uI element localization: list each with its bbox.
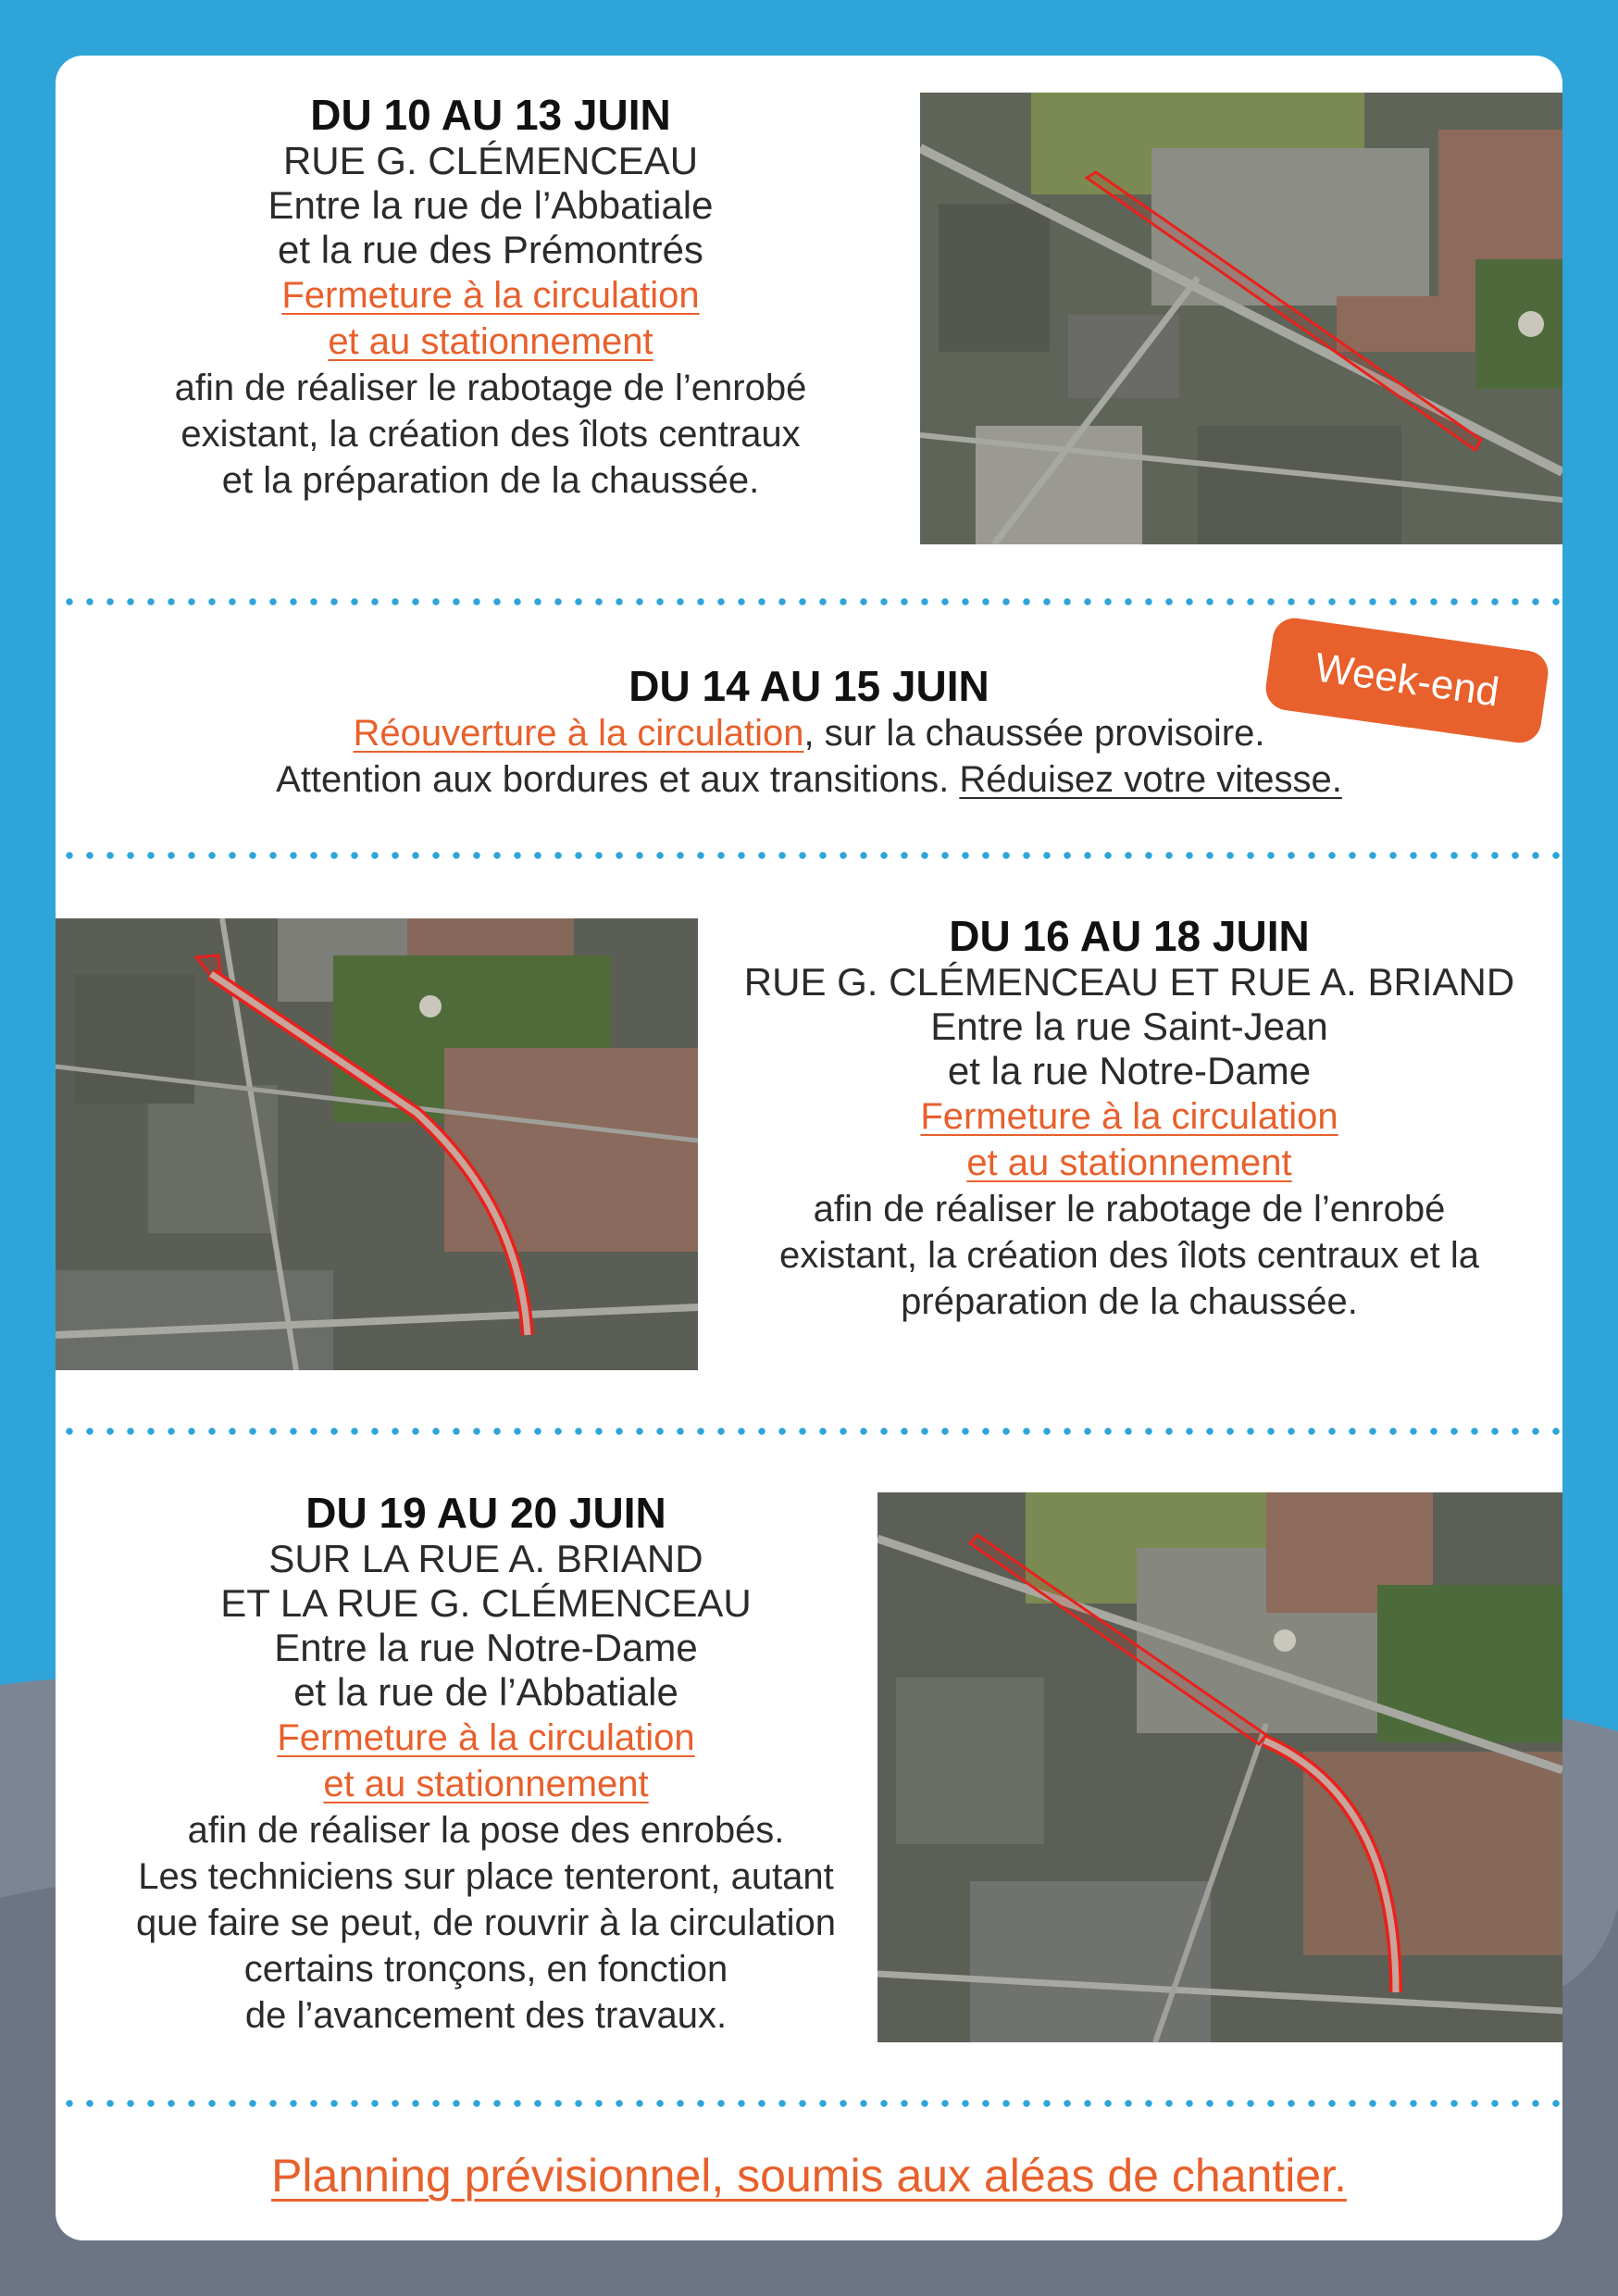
section-2-line-2 — [148, 756, 1470, 803]
content-card — [56, 56, 1562, 2240]
section-1-between-1: Entre la rue de l’Abbatiale — [268, 183, 714, 227]
footer-note: Planning prévisionnel, soumis aux aléas de chantier. — [271, 2150, 1347, 2202]
section-4-desc-1: afin de réaliser la pose des enrobés. — [187, 1810, 785, 1851]
section-4-desc-2: Les techniciens sur place tenteront, autant — [138, 1856, 834, 1897]
section-4-closure-2: et au stationnement — [323, 1764, 649, 1804]
section-3-between-1: Entre la rue Saint-Jean — [930, 1004, 1328, 1048]
section-3-desc-2: existant, la création des îlots centraux et la — [779, 1235, 1479, 1276]
section-3-title: DU 16 AU 18 JUIN — [949, 912, 1310, 960]
section-2-title: DU 14 AU 15 JUIN — [629, 662, 989, 710]
section-4-street-2: ET LA RUE G. CLÉMENCEAU — [220, 1581, 752, 1625]
slow-down-text: Réduisez votre vitesse. — [959, 759, 1342, 800]
reopen-rest: , sur la chaussée provisoire. — [803, 713, 1265, 754]
section-4-desc-3: que faire se peut, de rouvrir à la circulation — [136, 1903, 836, 1943]
section-3-closure-1: Fermeture à la circulation — [920, 1096, 1338, 1137]
section-4-street-1: SUR LA RUE A. BRIAND — [268, 1537, 703, 1580]
section-4-desc-4: certains tronçons, en fonction — [243, 1949, 728, 1990]
section-4-desc-5: de l’avancement des travaux. — [244, 1995, 728, 2036]
route-overlay-3 — [877, 1492, 1562, 2042]
section-3-between-2: et la rue Notre-Dame — [947, 1049, 1312, 1092]
map-aerial-2 — [56, 918, 698, 1370]
divider-dots-1 — [56, 598, 1562, 605]
map-aerial-1 — [920, 93, 1562, 544]
section-3-desc-1: afin de réaliser le rabotage de l’enrobé — [813, 1189, 1446, 1229]
divider-dots-3 — [56, 1428, 1562, 1435]
week-end-badge: Week-end — [1263, 616, 1551, 746]
section-2-line-1 — [148, 710, 1470, 756]
divider-dots-4 — [56, 2100, 1562, 2107]
section-3-desc-3: préparation de la chaussée. — [901, 1281, 1358, 1322]
section-3-closure-2: et au stationnement — [966, 1142, 1292, 1183]
section-1-street: RUE G. CLÉMENCEAU — [282, 139, 699, 182]
map-aerial-3 — [877, 1492, 1562, 2042]
section-1-desc-1: afin de réaliser le rabotage de l’enrobé — [174, 368, 807, 408]
section-3 — [722, 912, 1537, 1325]
route-overlay-2 — [56, 918, 698, 1370]
section-4-between-2: et la rue de l’Abbatiale — [293, 1670, 678, 1714]
section-4-title: DU 19 AU 20 JUIN — [305, 1489, 666, 1537]
divider-dots-2 — [56, 852, 1562, 859]
warning-text: Attention aux bordures et aux transitions. — [276, 759, 960, 800]
section-1 — [111, 91, 870, 504]
route-overlay-1 — [920, 93, 1562, 544]
section-4-closure-1: Fermeture à la circulation — [277, 1717, 695, 1758]
section-4-between-1: Entre la rue Notre-Dame — [274, 1626, 698, 1669]
section-1-between-2: et la rue des Prémontrés — [278, 228, 703, 271]
section-4 — [83, 1489, 889, 2039]
reopen-text: Réouverture à la circulation — [353, 713, 804, 754]
section-1-closure-2: et au stationnement — [328, 321, 653, 362]
section-1-closure-1: Fermeture à la circulation — [281, 275, 700, 316]
section-3-street: RUE G. CLÉMENCEAU ET RUE A. BRIAND — [743, 960, 1515, 1004]
section-1-title: DU 10 AU 13 JUIN — [310, 91, 671, 139]
section-1-desc-2: existant, la création des îlots centraux — [180, 414, 801, 455]
section-1-desc-3: et la préparation de la chaussée. — [221, 460, 760, 501]
